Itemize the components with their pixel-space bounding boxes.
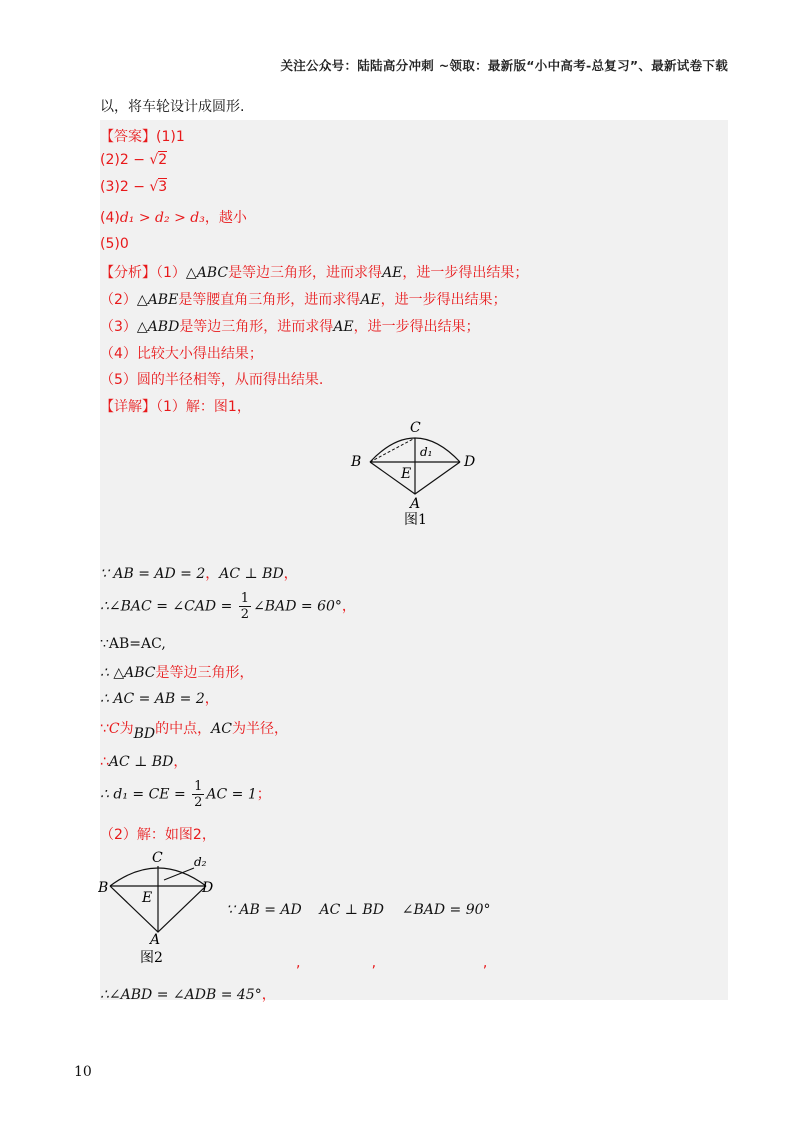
figure-1 [340,418,490,528]
proof1-s2-right: ∠BAD = 60° [253,598,342,615]
sqrt-icon: √ [149,179,159,195]
proof1-s1-b: AC ⊥ BD [219,566,284,582]
proof1-s7-end: ， [173,754,188,770]
fraction-den: 2 [240,607,250,622]
analysis-line-1 [100,262,528,282]
answer-4-prefix: (4) [100,210,120,226]
fraction-half [239,592,251,621]
answer-label: 【答案】 [100,129,156,145]
proof1-line-8 [100,780,271,809]
proof1-s1-sep: ， [205,566,220,582]
proof1-s1-end: ， [283,566,298,582]
analysis-1-ae: AE [382,265,403,281]
proof1-s2-end: ， [341,598,356,615]
proof1-s6-c2: 的中点， [155,721,212,737]
analysis-3-num: （3） [100,319,137,335]
answer-2-root: 2 [158,152,168,168]
answer-4-suffix: ，越小 [204,210,247,226]
analysis-2-tri: △ABE [136,292,179,308]
fig2-label-b: B [98,880,109,896]
figure-2 [98,846,228,968]
proof1-s7-math: AC ⊥ BD [108,754,174,770]
fig1-label-a: A [410,496,421,512]
analysis-2-b: ，进一步得出结果； [380,292,507,308]
fraction-num: 1 [194,779,203,794]
fraction-num: 1 [240,591,250,606]
fig2-label-d2: d₂ [194,855,207,869]
analysis-3-a: 是等边三角形，进而求得 [179,319,334,335]
intro-text: 以，将车轮设计成圆形. [100,99,245,115]
answer-2-prefix: (2)2 − [100,152,150,168]
proof1-s6-b: 为 [119,721,134,737]
fraction-half-2 [192,780,204,809]
analysis-line-2 [100,289,507,309]
proof1-line-7 [100,751,187,771]
fraction-den: 2 [194,795,203,810]
proof2-s1-end: ， [261,987,276,1003]
answer-1: (1)1 [156,129,185,145]
fig1-caption: 图1 [404,512,427,528]
proof1-s5-math: ∴ AC = AB = 2 [100,691,205,707]
proof1-line-5 [100,688,219,708]
analysis-3-b: ，进一步得出结果； [353,319,480,335]
answer-3-prefix: (3)2 − [100,179,150,195]
answer-5: (5)0 [100,236,129,252]
answer-3-root: 3 [158,179,168,195]
proof1-s7-a: ∴ [100,754,109,770]
answer-line-4 [100,207,247,227]
fig2-d2-pointer [164,868,194,880]
answer-4-expr: d₁ > d₂ > d₃ [119,210,205,226]
proof1-line-2 [100,592,356,621]
fig1-label-b: B [351,454,362,470]
analysis-2-num: （2） [100,292,137,308]
analysis-1-tri: △ABC [185,265,229,281]
page-number: 10 [74,1064,92,1080]
proof1-s6-a: ∵ [100,721,109,737]
proof1-s2-left: ∴∠BAC = ∠CAD = [100,598,237,615]
proof1-s6-c: C [108,721,120,737]
detail-label: 【详解】 [100,399,156,415]
proof1-s6-bd: BD [133,726,156,742]
proof1-s8-right: AC = 1 [206,786,257,803]
proof1-s1-math: ∵ AB = AD = 2 [100,566,206,582]
proof1-s6-d: 为半径， [231,721,288,737]
analysis-3-ae: AE [333,319,354,335]
fig1-label-c: C [410,420,421,436]
fig1-label-d: D [464,454,476,470]
proof1-s5-end: ， [204,691,219,707]
fig2-label-c: C [152,850,163,866]
fig2-caption: 图2 [140,950,163,966]
proof2-line-1 [100,984,276,1004]
analysis-1-b: ，进一步得出结果； [402,265,529,281]
proof2-s1-math: ∴∠ABD = ∠ADB = 45° [100,987,262,1003]
proof1-line-3: ∵AB=AC, [100,636,166,652]
proof1-s4-math: ∴ △ABC [100,665,156,681]
analysis-1-num: （1） [156,265,186,281]
part2-intro: （2）解：如图2， [100,827,216,843]
analysis-2-ae: AE [360,292,381,308]
proof1-s8-end: ； [256,786,271,803]
fig1-label-e: E [401,466,412,482]
fig2-label-a: A [150,932,161,948]
detail-intro: （1）解：图1， [156,399,251,415]
proof1-line-4 [100,662,254,682]
page-header: 关注公众号：陆陆高分冲刺 ~领取：最新版“小中高考-总复习”、最新试卷下载 [280,58,728,73]
analysis-line-4: （4）比较大小得出结果； [100,346,263,362]
analysis-label: 【分析】 [100,265,156,281]
proof1-s8-left: ∴ d₁ = CE = [100,786,191,803]
proof1-line-6 [100,718,288,742]
fig1-label-d1: d₁ [420,445,433,459]
fig1-bc [370,438,415,462]
analysis-2-a: 是等腰直角三角形，进而求得 [178,292,361,308]
answer-line-2 [100,152,167,168]
proof2-given: ∵ AB = AD AC ⊥ BD ∠BAD = 90° [226,902,491,918]
proof1-s6-ac: AC [211,721,232,737]
proof1-s4-text: 是等边三角形， [155,665,254,681]
detail-line [100,396,251,416]
analysis-3-tri: △ABD [136,319,180,335]
fig2-label-e: E [142,890,153,906]
analysis-1-a: 是等边三角形，进而求得 [228,265,383,281]
proof1-line-1 [100,563,298,583]
sqrt-icon: √ [149,152,159,168]
analysis-line-5: （5）圆的半径相等，从而得出结果. [100,372,324,388]
answer-line-1 [100,126,185,146]
fig2-label-d: D [202,880,214,896]
answer-line-3 [100,179,167,195]
analysis-line-3 [100,316,480,336]
proof2-commas: , , , [296,955,488,971]
